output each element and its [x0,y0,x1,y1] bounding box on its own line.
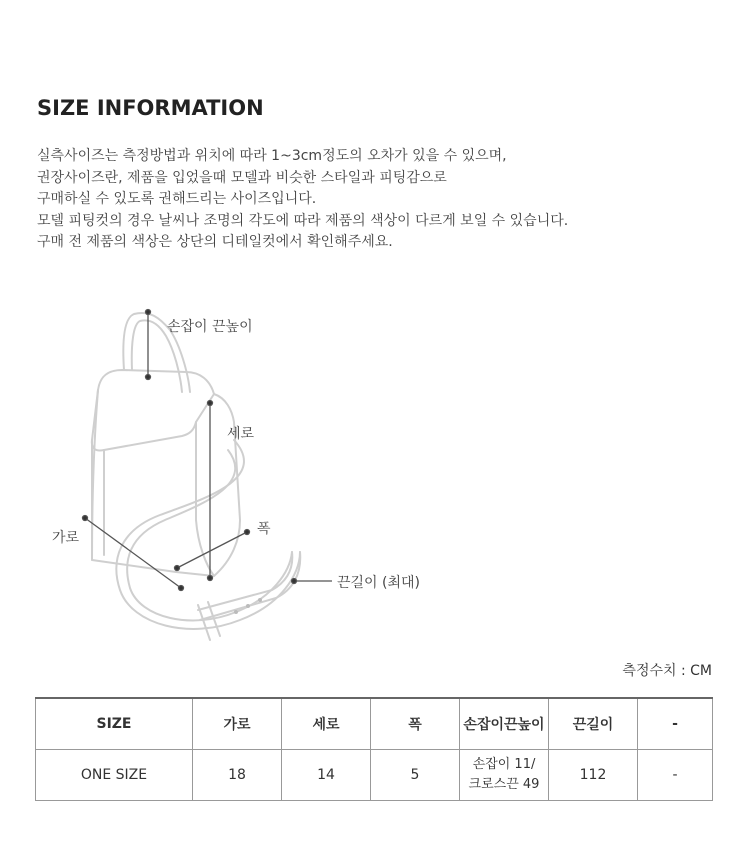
size-table [35,697,713,801]
cell-depth: 5 [371,750,460,801]
notes [37,146,568,254]
table-header-row [36,698,713,750]
cell-height: 14 [282,750,371,801]
header-size: SIZE [36,698,193,750]
header-strap-length: 끈길이 [549,698,638,750]
cell-extra: - [638,750,713,801]
note-line: 모델 피팅컷의 경우 날씨나 조명의 각도에 따라 제품의 색상이 다르게 보일 수 있습니다. [37,212,569,229]
height-label: 세로 [227,426,255,442]
cell-handle-height [460,750,549,801]
cell-size: ONE SIZE [36,750,193,801]
bag-diagram [0,290,750,650]
header-height: 세로 [282,698,371,750]
cell-strap-length: 112 [549,750,638,801]
depth-label: 폭 [257,521,271,537]
header-extra: - [638,698,713,750]
page-title: SIZE INFORMATION [37,96,264,120]
header-width: 가로 [193,698,282,750]
header-handle-height: 손잡이끈높이 [460,698,549,750]
note-line: 구매 전 제품의 색상은 상단의 디테일컷에서 확인해주세요. [37,234,393,250]
header-depth: 폭 [371,698,460,750]
strap-length-label: 끈길이 (최대) [337,575,420,591]
width-label: 가로 [52,530,80,546]
note-line: 실측사이즈는 측정방법과 위치에 따라 1~3cm정도의 오차가 있을 수 있으며, [37,148,507,164]
table-row [36,750,713,801]
handle-height-label: 손잡이 끈높이 [167,319,253,335]
handle-line-1: 손잡이 11/ [472,757,536,772]
cell-width: 18 [193,750,282,801]
note-line: 구매하실 수 있도록 권해드리는 사이즈입니다. [37,191,317,207]
unit-label: 측정수치 : CM [622,663,712,679]
note-line: 권장사이즈란, 제품을 입었을때 모델과 비슷한 스타일과 피팅감으로 [37,169,447,186]
handle-line-2: 크로스끈 49 [468,777,540,792]
bag-illustration [0,290,750,650]
